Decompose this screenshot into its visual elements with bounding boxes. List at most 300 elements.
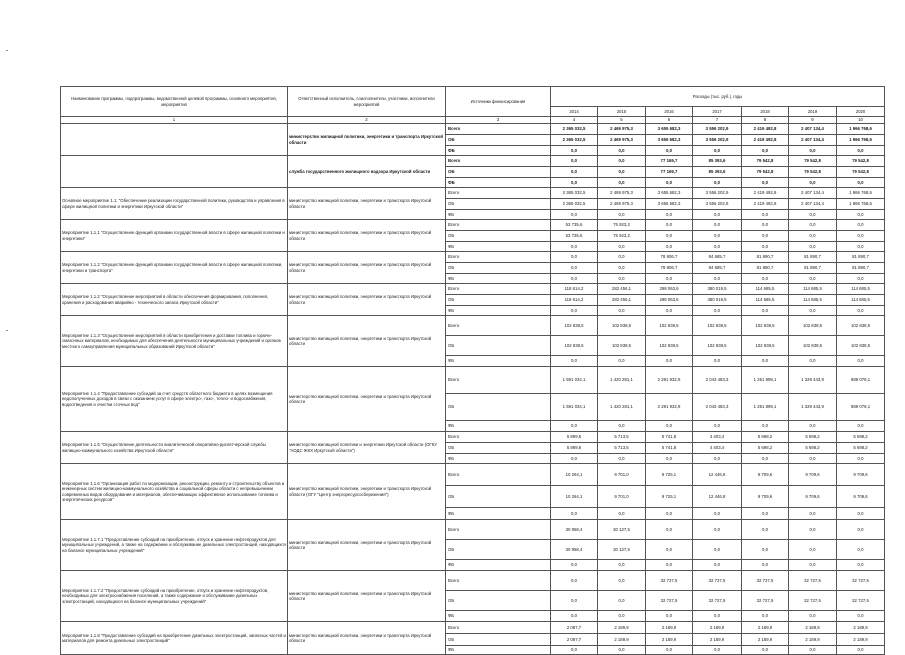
amount-cell: 0,0 — [693, 611, 742, 622]
amount-cell: 53 735,6 — [551, 231, 598, 242]
amount-cell: 0,0 — [837, 611, 885, 622]
amount-cell: 1 966 768,6 — [837, 199, 885, 210]
amount-cell: 78 806,7 — [646, 263, 693, 274]
amount-cell: 0,0 — [789, 306, 837, 316]
amount-cell: 102 838,5 — [837, 336, 885, 356]
amount-cell: 5 698,2 — [742, 443, 789, 454]
amount-cell: 0,0 — [742, 242, 789, 252]
funding-source-cell: Всего — [446, 284, 551, 295]
amount-cell: 114 685,5 — [789, 284, 837, 295]
amount-cell: 0,0 — [742, 520, 789, 540]
amount-cell: 0,0 — [646, 540, 693, 560]
amount-cell: 0,0 — [693, 178, 742, 188]
program-name-cell: Мероприятие 1.1.1 "Осуществление функций органами государственной власти в сфере жилищной политики и энергетики" — [61, 220, 288, 252]
funding-source-cell: ФБ — [446, 146, 551, 156]
header-year: 2015 — [598, 107, 646, 117]
amount-cell: 889 078,1 — [837, 394, 885, 421]
program-name-cell — [61, 124, 288, 156]
amount-cell: 0,0 — [646, 178, 693, 188]
amount-cell: 1 329 443,9 — [789, 367, 837, 394]
amount-cell: 0,0 — [693, 242, 742, 252]
amount-cell: 5 698,2 — [742, 432, 789, 443]
funding-source-cell: Всего — [446, 124, 551, 135]
program-name-cell — [61, 156, 288, 188]
amount-cell: 0,0 — [742, 210, 789, 220]
amount-cell: 0,0 — [693, 421, 742, 432]
amount-cell: 0,0 — [789, 540, 837, 560]
amount-cell: 0,0 — [693, 454, 742, 464]
amount-cell: 9 701,0 — [598, 486, 646, 508]
amount-cell: 0,0 — [742, 220, 789, 231]
funding-source-cell: Всего — [446, 220, 551, 231]
amount-cell: 0,0 — [837, 220, 885, 231]
amount-cell: 77 169,7 — [646, 156, 693, 167]
table-row — [61, 520, 885, 540]
amount-cell: 102 838,5 — [742, 316, 789, 336]
amount-cell: 0,0 — [742, 611, 789, 622]
header-year: 2016 — [646, 107, 693, 117]
amount-cell: 1 329 443,9 — [789, 394, 837, 421]
amount-cell: 0,0 — [742, 421, 789, 432]
amount-cell: 3 655 682,3 — [646, 199, 693, 210]
amount-cell: 114 685,5 — [837, 284, 885, 295]
funding-source-cell: Всего — [446, 188, 551, 199]
column-number: 8 — [742, 117, 789, 124]
column-number-row — [61, 117, 885, 124]
funding-source-cell: ОБ — [446, 167, 551, 178]
column-number: 9 — [789, 117, 837, 124]
amount-cell: 0,0 — [646, 454, 693, 464]
amount-cell: 2 087,7 — [551, 634, 598, 646]
header-program-name: Наименование программы, подпрограммы, ведомственной целевой программы, основного мероприятия, мероприятия — [61, 87, 288, 117]
amount-cell: 81 890,7 — [789, 263, 837, 274]
amount-cell: 0,0 — [646, 560, 693, 571]
amount-cell: 0,0 — [837, 146, 885, 156]
amount-cell: 85 393,6 — [693, 167, 742, 178]
responsible-cell: министерство жилищной политики, энергетики и транспорта Иркутской области — [288, 124, 446, 156]
amount-cell: 1 420 281,1 — [598, 394, 646, 421]
amount-cell: 12 446,8 — [693, 464, 742, 486]
amount-cell: 0,0 — [598, 611, 646, 622]
table-row — [61, 316, 885, 336]
amount-cell: 0,0 — [646, 520, 693, 540]
amount-cell: 5 698,2 — [837, 443, 885, 454]
amount-cell: 0,0 — [693, 274, 742, 284]
amount-cell: 0,0 — [598, 242, 646, 252]
amount-cell: 5 698,2 — [789, 443, 837, 454]
amount-cell: 0,0 — [837, 210, 885, 220]
amount-cell: 0,0 — [837, 646, 885, 655]
amount-cell: 2 189,9 — [598, 634, 646, 646]
amount-cell: 2 087,7 — [551, 622, 598, 634]
funding-source-cell: Всего — [446, 252, 551, 263]
amount-cell: 0,0 — [742, 508, 789, 520]
amount-cell: 0,0 — [693, 146, 742, 156]
amount-cell: 0,0 — [789, 178, 837, 188]
column-number: 10 — [837, 117, 885, 124]
amount-cell: 32 727,5 — [742, 571, 789, 591]
amount-cell: 0,0 — [693, 220, 742, 231]
header-year: 2019 — [789, 107, 837, 117]
amount-cell: 0,0 — [742, 178, 789, 188]
amount-cell: 0,0 — [551, 356, 598, 367]
amount-cell: 0,0 — [598, 356, 646, 367]
funding-source-cell: ОБ — [446, 486, 551, 508]
table-row — [61, 284, 885, 295]
amount-cell: 889 078,1 — [837, 367, 885, 394]
amount-cell: 0,0 — [598, 274, 646, 284]
amount-cell: 102 838,5 — [551, 316, 598, 336]
amount-cell: 75 923,2 — [598, 231, 646, 242]
responsible-cell: министерство жилищной политики, энергетики и транспорта Иркутской области (ОГУ "Центр энергоресурсосбережения") — [288, 464, 446, 520]
amount-cell: 1 591 034,1 — [551, 394, 598, 421]
amount-cell: 2 419 492,8 — [742, 188, 789, 199]
funding-source-cell: Всего — [446, 520, 551, 540]
amount-cell: 2 189,9 — [837, 622, 885, 634]
table-row — [61, 156, 885, 167]
amount-cell: 81 890,7 — [837, 252, 885, 263]
table-row — [61, 124, 885, 135]
amount-cell: 0,0 — [598, 560, 646, 571]
amount-cell: 2 407 134,4 — [789, 124, 837, 135]
amount-cell: 0,0 — [646, 220, 693, 231]
amount-cell: 282 456,1 — [598, 295, 646, 306]
amount-cell: 2 365 032,5 — [551, 199, 598, 210]
amount-cell: 0,0 — [742, 231, 789, 242]
amount-cell: 79 542,8 — [789, 167, 837, 178]
amount-cell: 102 838,5 — [598, 336, 646, 356]
funding-source-cell: ОБ — [446, 295, 551, 306]
amount-cell: 12 446,8 — [693, 486, 742, 508]
responsible-cell: министерство жилищной политики, энергетики и транспорта Иркутской области — [288, 571, 446, 622]
amount-cell: 1 591 034,1 — [551, 367, 598, 394]
funding-source-cell: ОБ — [446, 336, 551, 356]
amount-cell: 2 189,9 — [789, 622, 837, 634]
funding-source-cell: ОБ — [446, 199, 551, 210]
funding-source-cell: ФБ — [446, 178, 551, 188]
amount-cell: 102 838,5 — [742, 336, 789, 356]
amount-cell: 0,0 — [789, 520, 837, 540]
amount-cell: 0,0 — [693, 231, 742, 242]
amount-cell: 0,0 — [551, 146, 598, 156]
program-name-cell: Мероприятие 1.1.4 "Предоставление субсидий за счет средств областного бюджета в целях возмещения недополученных доходов в связи с оказанием услуг в сфере электро-, газо-, тепло- и водоснабжения, водоотведения и очистки сточных вод" — [61, 367, 288, 432]
amount-cell: 2 189,9 — [646, 622, 693, 634]
amount-cell: 0,0 — [789, 146, 837, 156]
amount-cell: 0,0 — [551, 508, 598, 520]
amount-cell: 102 838,5 — [789, 336, 837, 356]
program-name-cell: Мероприятие 1.1.5 "Осуществление деятельности аналитической оперативно-диспетчерской службы жилищно-коммунального хозяйства Иркутской области" — [61, 432, 288, 464]
amount-cell: 9 709,6 — [837, 486, 885, 508]
amount-cell: 30 958,4 — [551, 540, 598, 560]
amount-cell: 0,0 — [598, 508, 646, 520]
table-row — [61, 622, 885, 634]
amount-cell: 0,0 — [551, 306, 598, 316]
table-row — [61, 464, 885, 486]
amount-cell: 2 407 134,4 — [789, 135, 837, 146]
header-row — [61, 87, 885, 107]
amount-cell: 0,0 — [837, 356, 885, 367]
amount-cell: 32 727,5 — [693, 571, 742, 591]
amount-cell: 0,0 — [789, 560, 837, 571]
amount-cell: 5 698,2 — [789, 432, 837, 443]
amount-cell: 0,0 — [837, 242, 885, 252]
amount-cell: 0,0 — [837, 306, 885, 316]
amount-cell: 5 741,8 — [646, 443, 693, 454]
amount-cell: 0,0 — [646, 611, 693, 622]
amount-cell: 0,0 — [837, 421, 885, 432]
amount-cell: 0,0 — [551, 263, 598, 274]
amount-cell: 0,0 — [598, 178, 646, 188]
funding-source-cell: ФБ — [446, 646, 551, 655]
amount-cell: 10 264,1 — [551, 486, 598, 508]
amount-cell: 3 655 682,3 — [646, 135, 693, 146]
funding-source-cell: Всего — [446, 432, 551, 443]
amount-cell: 9 709,6 — [742, 486, 789, 508]
amount-cell: 2 291 932,9 — [646, 394, 693, 421]
column-number: 4 — [551, 117, 598, 124]
amount-cell: 0,0 — [598, 454, 646, 464]
column-number: 5 — [598, 117, 646, 124]
amount-cell: 2 291 932,9 — [646, 367, 693, 394]
amount-cell: 0,0 — [646, 274, 693, 284]
program-name-cell: Мероприятие 1.1.6 "Организация работ по модернизации, реконструкции, ремонту и строительству объектов и инженерных систем жилищно-коммунального хозяйства и социальной сферы области с непревышением современных видов оборудования и материалов, обеспечивающих эффективное использование топлива и энергетических ресурсов" — [61, 464, 288, 520]
amount-cell: 0,0 — [789, 242, 837, 252]
amount-cell: 9 701,0 — [598, 464, 646, 486]
amount-cell: 3 556 202,9 — [693, 124, 742, 135]
amount-cell: 0,0 — [789, 220, 837, 231]
amount-cell: 0,0 — [693, 508, 742, 520]
amount-cell: 0,0 — [646, 242, 693, 252]
program-name-cell: Мероприятие 1.1.7.2 "Предоставление субсидий на приобретение, отпуск и хранение нефтепродуктов, необходимых для электроснабжения поселений, а также содержание и обслуживание дизельных электростанций, находящихся на балансе муниципальных учреждений" — [61, 571, 288, 622]
responsible-cell: министерство жилищной политики, энергетики и транспорта Иркутской области — [288, 252, 446, 284]
program-name-cell: Мероприятие 1.1.7.1 "Предоставление субсидий на приобретение, отпуск и хранение нефтепродуктов для муниципальных учреждений, а также на содержание и обслуживание дизельных электростанций, находящихся на балансе муниципальных учреждений" — [61, 520, 288, 571]
funding-source-cell: ФБ — [446, 611, 551, 622]
responsible-cell: министерство жилищной политики, энергетики и транспорта Иркутской области — [288, 622, 446, 655]
amount-cell: 32 727,5 — [693, 591, 742, 611]
table-row — [61, 188, 885, 199]
amount-cell: 2 469 975,3 — [598, 135, 646, 146]
amount-cell: 0,0 — [646, 356, 693, 367]
table-row — [61, 367, 885, 394]
header-responsible: Ответственный исполнитель, соисполнители, участники, исполнители мероприятий — [288, 87, 446, 117]
header-year: 2017 — [693, 107, 742, 117]
amount-cell: 0,0 — [598, 263, 646, 274]
funding-source-cell: ФБ — [446, 274, 551, 284]
amount-cell: 102 838,5 — [646, 316, 693, 336]
header-year: 2018 — [742, 107, 789, 117]
amount-cell: 0,0 — [693, 210, 742, 220]
amount-cell: 32 727,5 — [837, 591, 885, 611]
amount-cell: 2 189,9 — [837, 634, 885, 646]
funding-source-cell: ФБ — [446, 560, 551, 571]
amount-cell: 1 966 768,6 — [837, 188, 885, 199]
amount-cell: 0,0 — [551, 167, 598, 178]
column-number: 2 — [288, 117, 446, 124]
funding-source-cell: ФБ — [446, 421, 551, 432]
amount-cell: 75 923,2 — [598, 220, 646, 231]
funding-source-cell: ФБ — [446, 242, 551, 252]
amount-cell: 0,0 — [598, 156, 646, 167]
amount-cell: 2 419 492,8 — [742, 135, 789, 146]
amount-cell: 5 741,8 — [646, 432, 693, 443]
amount-cell: 30 958,4 — [551, 520, 598, 540]
amount-cell: 1 251 899,1 — [742, 367, 789, 394]
amount-cell: 0,0 — [646, 646, 693, 655]
amount-cell: 2 043 483,3 — [693, 394, 742, 421]
header-year: 2020 — [837, 107, 885, 117]
margin-mark — [6, 330, 8, 331]
amount-cell: 0,0 — [598, 146, 646, 156]
amount-cell: 79 542,8 — [837, 156, 885, 167]
amount-cell: 2 469 975,3 — [598, 188, 646, 199]
amount-cell: 0,0 — [837, 231, 885, 242]
responsible-cell: министерство жилищной политики, энергетики и транспорта Иркутской области — [288, 284, 446, 316]
funding-source-cell: ОБ — [446, 634, 551, 646]
budget-document — [60, 86, 884, 653]
amount-cell: 2 419 492,8 — [742, 124, 789, 135]
amount-cell: 9 709,6 — [789, 464, 837, 486]
responsible-cell: служба государственного жилищного надзора Иркутской области — [288, 156, 446, 188]
amount-cell: 5 899,6 — [551, 432, 598, 443]
amount-cell: 0,0 — [598, 421, 646, 432]
funding-source-cell: ОБ — [446, 540, 551, 560]
responsible-cell: министерство жилищной политики, энергетики и транспорта Иркутской области — [288, 367, 446, 432]
amount-cell: 102 838,5 — [837, 316, 885, 336]
amount-cell: 0,0 — [789, 611, 837, 622]
amount-cell: 2 189,9 — [646, 634, 693, 646]
amount-cell: 2 365 032,5 — [551, 188, 598, 199]
amount-cell: 102 838,5 — [598, 316, 646, 336]
amount-cell: 0,0 — [693, 356, 742, 367]
amount-cell: 0,0 — [598, 646, 646, 655]
amount-cell: 2 189,9 — [598, 622, 646, 634]
funding-source-cell: Всего — [446, 156, 551, 167]
responsible-cell: министерство жилищной политики, энергетики и транспорта Иркутской области — [288, 188, 446, 220]
amount-cell: 0,0 — [789, 231, 837, 242]
amount-cell: 380 019,5 — [693, 295, 742, 306]
amount-cell: 30 127,5 — [598, 520, 646, 540]
amount-cell: 0,0 — [693, 540, 742, 560]
table-row — [61, 252, 885, 263]
amount-cell: 102 838,5 — [789, 316, 837, 336]
amount-cell: 0,0 — [789, 274, 837, 284]
amount-cell: 32 727,5 — [789, 591, 837, 611]
funding-source-cell: ОБ — [446, 231, 551, 242]
amount-cell: 2 419 492,8 — [742, 199, 789, 210]
program-name-cell: Мероприятие 1.1.3 "Осуществление мероприятий в области приобретения и доставки топлива и горюче-смазочных материалов, необходимых для обеспечения деятельности муниципальных учреждений и органов местного самоуправления муниципальных образований Иркутской области" — [61, 316, 288, 367]
amount-cell: 102 838,5 — [551, 336, 598, 356]
amount-cell: 0,0 — [693, 306, 742, 316]
amount-cell: 0,0 — [551, 178, 598, 188]
amount-cell: 5 698,2 — [837, 432, 885, 443]
amount-cell: 0,0 — [551, 156, 598, 167]
amount-cell: 0,0 — [598, 167, 646, 178]
funding-source-cell: ОБ — [446, 443, 551, 454]
amount-cell: 2 407 134,4 — [789, 199, 837, 210]
amount-cell: 5 899,6 — [551, 443, 598, 454]
amount-cell: 9 709,6 — [742, 464, 789, 486]
amount-cell: 85 393,6 — [693, 156, 742, 167]
amount-cell: 0,0 — [646, 508, 693, 520]
budget-table — [60, 86, 885, 655]
funding-source-cell: Всего — [446, 367, 551, 394]
column-number: 6 — [646, 117, 693, 124]
amount-cell: 0,0 — [598, 591, 646, 611]
amount-cell: 79 542,8 — [837, 167, 885, 178]
funding-source-cell: Всего — [446, 622, 551, 634]
amount-cell: 78 806,7 — [646, 252, 693, 263]
amount-cell: 0,0 — [693, 560, 742, 571]
amount-cell: 79 542,8 — [742, 167, 789, 178]
column-number: 3 — [446, 117, 551, 124]
amount-cell: 0,0 — [551, 210, 598, 220]
amount-cell: 77 169,7 — [646, 167, 693, 178]
amount-cell: 0,0 — [551, 454, 598, 464]
amount-cell: 84 685,7 — [693, 263, 742, 274]
responsible-cell: министерство жилищной политики, энергетики и транспорта Иркутской области — [288, 220, 446, 252]
amount-cell: 32 727,5 — [646, 591, 693, 611]
funding-source-cell: ФБ — [446, 306, 551, 316]
amount-cell: 32 727,5 — [789, 571, 837, 591]
funding-source-cell: ОБ — [446, 591, 551, 611]
amount-cell: 53 735,6 — [551, 220, 598, 231]
amount-cell: 0,0 — [742, 306, 789, 316]
amount-cell: 0,0 — [551, 242, 598, 252]
amount-cell: 282 456,1 — [598, 284, 646, 295]
funding-source-cell: Всего — [446, 571, 551, 591]
amount-cell: 0,0 — [551, 591, 598, 611]
amount-cell: 114 685,5 — [789, 295, 837, 306]
amount-cell: 0,0 — [837, 540, 885, 560]
amount-cell: 0,0 — [742, 454, 789, 464]
amount-cell: 32 727,5 — [646, 571, 693, 591]
table-row — [61, 220, 885, 231]
amount-cell: 0,0 — [837, 560, 885, 571]
amount-cell: 9 725,1 — [646, 486, 693, 508]
amount-cell: 32 727,5 — [837, 571, 885, 591]
amount-cell: 9 725,1 — [646, 464, 693, 486]
amount-cell: 4 403,4 — [693, 432, 742, 443]
amount-cell: 81 890,7 — [837, 263, 885, 274]
funding-source-cell: Всего — [446, 316, 551, 336]
responsible-cell: министерство жилищной политики, энергетики и транспорта Иркутской области — [288, 520, 446, 571]
amount-cell: 0,0 — [789, 210, 837, 220]
amount-cell: 2 189,9 — [693, 622, 742, 634]
amount-cell: 79 542,8 — [789, 156, 837, 167]
amount-cell: 0,0 — [646, 421, 693, 432]
amount-cell: 84 685,7 — [693, 252, 742, 263]
amount-cell: 3 655 682,3 — [646, 188, 693, 199]
amount-cell: 0,0 — [789, 646, 837, 655]
amount-cell: 0,0 — [742, 540, 789, 560]
table-row — [61, 432, 885, 443]
amount-cell: 0,0 — [551, 252, 598, 263]
amount-cell: 0,0 — [551, 611, 598, 622]
amount-cell: 0,0 — [598, 571, 646, 591]
amount-cell: 10 264,1 — [551, 464, 598, 486]
funding-source-cell: ФБ — [446, 508, 551, 520]
header-expenses: Расходы (тыс. руб.), годы — [551, 87, 885, 107]
amount-cell: 0,0 — [837, 274, 885, 284]
amount-cell: 0,0 — [789, 421, 837, 432]
amount-cell: 1 420 281,1 — [598, 367, 646, 394]
amount-cell: 5 713,5 — [598, 432, 646, 443]
amount-cell: 5 713,5 — [598, 443, 646, 454]
amount-cell: 0,0 — [789, 508, 837, 520]
amount-cell: 2 469 975,3 — [598, 199, 646, 210]
amount-cell: 0,0 — [551, 646, 598, 655]
amount-cell: 0,0 — [789, 454, 837, 464]
